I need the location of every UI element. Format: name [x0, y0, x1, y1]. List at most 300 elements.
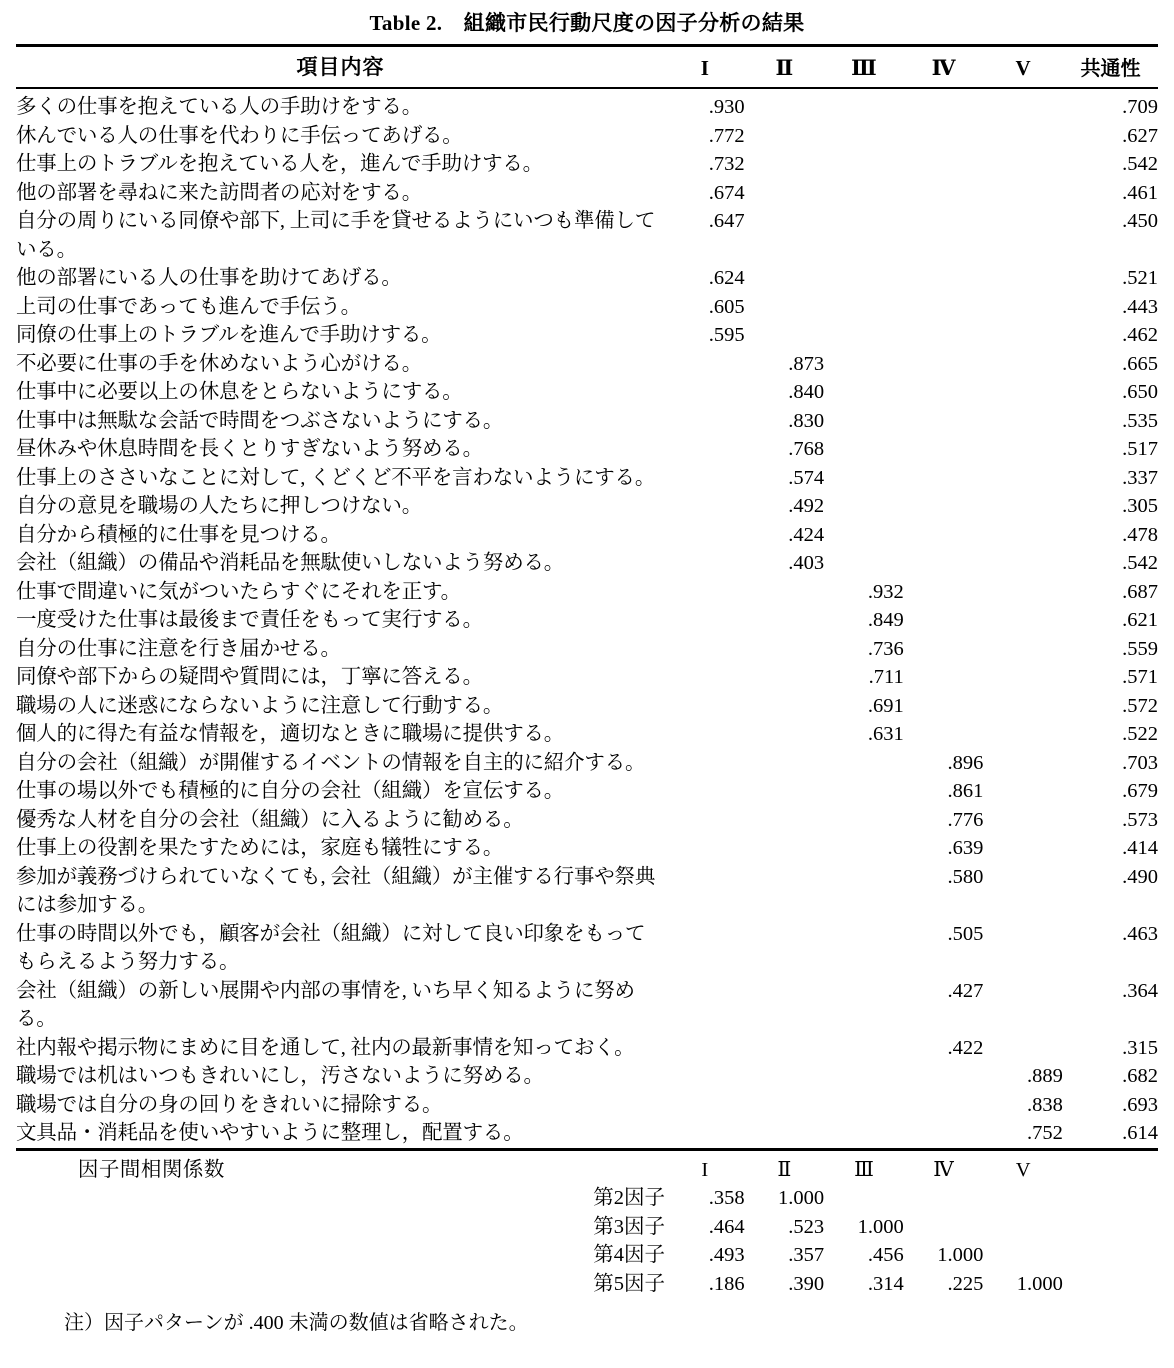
- correlation-row-label: 第2因子: [593, 1187, 666, 1209]
- correlation-spacer: [287, 1156, 665, 1185]
- table-row: [16, 435, 1158, 464]
- communality-value: .305: [1122, 495, 1158, 517]
- loading-f3: [824, 977, 904, 1034]
- correlation-header-3: Ⅲ: [854, 1158, 874, 1181]
- loading-f4: [904, 464, 984, 493]
- correlation-value: [983, 1184, 1063, 1213]
- loading-f1: [665, 549, 745, 578]
- item-text: 自分の仕事に注意を行き届かせる。: [16, 637, 341, 660]
- table-row: [16, 578, 1158, 607]
- loading-f4: [904, 1091, 984, 1120]
- correlation-row: [16, 1270, 1158, 1299]
- column-header-item: 項目内容: [296, 55, 385, 79]
- loading-f1: [665, 635, 745, 664]
- communality-value: .535: [1122, 409, 1158, 432]
- loading-f1: .605: [708, 295, 745, 318]
- loading-f1: .595: [708, 324, 745, 346]
- item-text: 個人的に得た有益な情報を，適切なときに職場に提供する。: [16, 723, 565, 745]
- loading-f1: .647: [708, 210, 745, 232]
- loading-f1: [665, 1034, 745, 1063]
- communality-value: .627: [1122, 124, 1158, 147]
- column-header-factor2: Ⅱ: [775, 56, 794, 80]
- loading-f3: [824, 549, 904, 578]
- correlation-value: [904, 1213, 984, 1242]
- loading-f3: [824, 806, 904, 835]
- loading-f1: [665, 749, 745, 778]
- loading-f4: [904, 720, 984, 749]
- loading-f5: [983, 863, 1063, 920]
- loading-f1: .772: [708, 124, 745, 147]
- item-text: 仕事中は無駄な会話で時間をつぶさないようにする。: [16, 409, 504, 432]
- communality-value: .571: [1122, 666, 1158, 688]
- loading-f1: .674: [708, 181, 745, 204]
- correlation-value: .464: [708, 1215, 745, 1238]
- communality-value: .443: [1122, 295, 1158, 318]
- loading-f2: [745, 1062, 825, 1091]
- item-text: 一度受けた仕事は最後まで責任をもって実行する。: [16, 609, 483, 631]
- item-text: 自分の周りにいる同僚や部下, 上司に手を貸せるようにいつも準備している。: [16, 210, 656, 261]
- loading-f3: [824, 378, 904, 407]
- correlation-value: 1.000: [857, 1215, 904, 1238]
- loading-f3: .849: [867, 609, 904, 631]
- item-text: 多くの仕事を抱えている人の手助けをする。: [16, 96, 422, 118]
- column-header-factor3: Ⅲ: [851, 56, 877, 80]
- loading-f1: [665, 407, 745, 436]
- loading-f1: [665, 663, 745, 692]
- item-text: 他の部署を尋ねに来た訪問者の応対をする。: [16, 181, 422, 204]
- loading-f2: [745, 293, 825, 322]
- item-text: 昼休みや休息時間を長くとりすぎないよう努める。: [16, 438, 483, 460]
- communality-value: .461: [1122, 181, 1158, 204]
- loading-f5: [983, 920, 1063, 977]
- communality-value: .709: [1122, 96, 1158, 118]
- correlation-header-1: I: [701, 1158, 709, 1181]
- table-row: [16, 350, 1158, 379]
- loading-f3: [824, 834, 904, 863]
- loading-f2: [745, 150, 825, 179]
- loading-f3: [824, 1119, 904, 1148]
- table-row: [16, 321, 1158, 350]
- table-row: [16, 606, 1158, 635]
- table-row: [16, 150, 1158, 179]
- loading-f2: [745, 749, 825, 778]
- loading-f2: .492: [788, 495, 825, 517]
- correlation-rows: [16, 1184, 1158, 1298]
- loading-f2: [745, 977, 825, 1034]
- loading-f4: [904, 635, 984, 664]
- item-text: 職場では机はいつもきれいにし，汚さないように努める。: [16, 1065, 544, 1087]
- correlation-body: [16, 1156, 1158, 1185]
- loading-f5: [983, 977, 1063, 1034]
- loading-f4: .580: [947, 865, 984, 888]
- table-row: [16, 407, 1158, 436]
- correlation-header-2: Ⅱ: [777, 1158, 792, 1181]
- communality-value: .521: [1122, 267, 1158, 289]
- loading-f3: [824, 1062, 904, 1091]
- table-row: [16, 977, 1158, 1034]
- loading-f1: [665, 350, 745, 379]
- loading-f4: [904, 378, 984, 407]
- loading-f5: [983, 492, 1063, 521]
- communality-value: .490: [1122, 865, 1158, 888]
- item-text: 他の部署にいる人の仕事を助けてあげる。: [16, 267, 402, 289]
- loading-f5: [983, 464, 1063, 493]
- loading-f4: .776: [947, 808, 984, 831]
- communality-value: .573: [1122, 808, 1158, 831]
- loading-f2: [745, 834, 825, 863]
- loading-f5: [983, 549, 1063, 578]
- item-text: 会社（組織）の備品や消耗品を無駄使いしないよう努める。: [16, 552, 565, 574]
- loading-f5: [983, 122, 1063, 151]
- item-text: 文具品・消耗品を使いやすいように整理し，配置する。: [16, 1122, 524, 1144]
- item-text: 仕事で間違いに気がついたらすぐにそれを正す。: [16, 580, 461, 603]
- column-header-factor5: V: [1015, 56, 1031, 80]
- correlation-value: .186: [708, 1272, 745, 1295]
- loading-f4: [904, 1119, 984, 1148]
- loading-f1: .732: [708, 153, 745, 175]
- loading-f3: [824, 492, 904, 521]
- correlation-row-label: 第4因子: [593, 1244, 666, 1266]
- table-row: [16, 1119, 1158, 1148]
- loading-f2: [745, 635, 825, 664]
- factor-analysis-body: [16, 93, 1158, 1148]
- loading-f3: [824, 1034, 904, 1063]
- loading-f4: [904, 150, 984, 179]
- loading-f2: [745, 1091, 825, 1120]
- loading-f5: [983, 806, 1063, 835]
- table-row: [16, 635, 1158, 664]
- loading-f3: .736: [867, 637, 904, 660]
- factor-analysis-table: [16, 47, 1158, 87]
- factor-correlation-table: [16, 1156, 1158, 1299]
- loading-f2: [745, 207, 825, 264]
- loading-f5: [983, 777, 1063, 806]
- loading-f5: [983, 150, 1063, 179]
- item-text: 優秀な人材を自分の会社（組織）に入るように勧める。: [16, 808, 524, 831]
- correlation-row-pad: [16, 1184, 287, 1213]
- loading-f4: [904, 122, 984, 151]
- correlation-row-tail: [1063, 1270, 1158, 1299]
- correlation-value: 1.000: [1016, 1272, 1063, 1295]
- loading-f4: [904, 207, 984, 264]
- loading-f1: [665, 777, 745, 806]
- communality-value: .462: [1122, 324, 1158, 346]
- table-row: [16, 692, 1158, 721]
- communality-value: .703: [1122, 751, 1158, 774]
- loading-f2: .768: [788, 438, 825, 460]
- correlation-value: .314: [867, 1272, 904, 1295]
- correlation-value: .456: [867, 1244, 904, 1266]
- loading-f2: .424: [788, 523, 825, 546]
- loading-f3: [824, 920, 904, 977]
- loading-f4: [904, 264, 984, 293]
- loading-f4: .861: [947, 780, 984, 802]
- correlation-value: .523: [788, 1215, 825, 1238]
- loading-f3: [824, 521, 904, 550]
- correlation-caption: 因子間相関係数: [77, 1158, 225, 1181]
- item-text: 職場の人に迷惑にならないように注意して行動する。: [16, 694, 504, 717]
- loading-f2: .574: [788, 466, 825, 489]
- communality-value: .614: [1122, 1122, 1158, 1144]
- loading-f5: [983, 692, 1063, 721]
- loading-f5: [983, 179, 1063, 208]
- correlation-trailing-spacer: [1063, 1156, 1158, 1185]
- loading-f3: [824, 93, 904, 122]
- communality-value: .315: [1122, 1036, 1158, 1059]
- loading-f3: [824, 350, 904, 379]
- loading-f5: .838: [1027, 1093, 1063, 1116]
- loading-f1: [665, 435, 745, 464]
- table-row: [16, 834, 1158, 863]
- communality-value: .364: [1122, 979, 1158, 1002]
- loading-f1: [665, 578, 745, 607]
- table-row: [16, 378, 1158, 407]
- correlation-row: [16, 1184, 1158, 1213]
- loading-f3: [824, 122, 904, 151]
- item-text: 不必要に仕事の手を休めないよう心がける。: [16, 352, 422, 375]
- table-row: [16, 1091, 1158, 1120]
- loading-f5: .752: [1027, 1122, 1063, 1144]
- loading-f5: [983, 407, 1063, 436]
- loading-f5: [983, 321, 1063, 350]
- item-text: 仕事の時間以外でも，顧客が会社（組織）に対して良い印象をもってもらえるよう努力する。: [16, 922, 646, 973]
- table-row: [16, 720, 1158, 749]
- loading-f5: [983, 435, 1063, 464]
- correlation-row-tail: [1063, 1241, 1158, 1270]
- correlation-value: .225: [947, 1272, 984, 1295]
- loading-f2: [745, 606, 825, 635]
- table-row: [16, 179, 1158, 208]
- loading-f4: [904, 606, 984, 635]
- communality-value: .559: [1122, 637, 1158, 660]
- item-text: 参加が義務づけられていなくても, 会社（組織）が主催する行事や祭典には参加する。: [16, 865, 656, 916]
- loading-f1: [665, 692, 745, 721]
- loading-f1: [665, 1062, 745, 1091]
- communality-value: .572: [1122, 694, 1158, 717]
- table-row: [16, 122, 1158, 151]
- loading-f3: .711: [868, 666, 904, 688]
- loading-f3: [824, 150, 904, 179]
- loading-f5: .889: [1027, 1065, 1063, 1087]
- loading-f4: [904, 663, 984, 692]
- loading-f2: [745, 1119, 825, 1148]
- correlation-row-pad: [16, 1213, 287, 1242]
- correlation-value: 1.000: [778, 1187, 825, 1209]
- loading-f1: [665, 806, 745, 835]
- loading-f3: [824, 749, 904, 778]
- loading-f2: [745, 663, 825, 692]
- loading-f2: [745, 863, 825, 920]
- loading-f5: [983, 378, 1063, 407]
- loading-f5: [983, 264, 1063, 293]
- communality-value: .665: [1122, 352, 1158, 375]
- loading-f2: [745, 1034, 825, 1063]
- correlation-value: .493: [708, 1244, 745, 1266]
- communality-value: .542: [1122, 153, 1158, 175]
- loading-f3: [824, 179, 904, 208]
- loading-f2: .403: [788, 552, 825, 574]
- loading-f1: [665, 977, 745, 1034]
- loading-f2: [745, 692, 825, 721]
- correlation-row-tail: [1063, 1213, 1158, 1242]
- loading-f5: [983, 720, 1063, 749]
- loading-f1: [665, 492, 745, 521]
- item-text: 休んでいる人の仕事を代わりに手伝ってあげる。: [16, 124, 463, 147]
- loading-f4: .639: [947, 837, 984, 859]
- correlation-row: [16, 1241, 1158, 1270]
- loading-f4: .427: [947, 979, 984, 1002]
- loading-f5: [983, 749, 1063, 778]
- table-row: [16, 806, 1158, 835]
- table-row: [16, 464, 1158, 493]
- communality-value: .478: [1122, 523, 1158, 546]
- loading-f3: [824, 863, 904, 920]
- item-text: 自分から積極的に仕事を見つける。: [16, 523, 341, 546]
- loading-f3: [824, 777, 904, 806]
- loading-f4: .422: [947, 1036, 984, 1059]
- correlation-row-label: 第5因子: [593, 1272, 666, 1295]
- item-text: 仕事上のトラブルを抱えている人を，進んで手助けする。: [16, 153, 543, 175]
- loading-f4: .505: [947, 922, 984, 945]
- loading-f4: [904, 321, 984, 350]
- loading-f2: [745, 264, 825, 293]
- table-footnote: 注）因子パターンが .400 未満の数値は省略された。: [64, 1312, 529, 1334]
- correlation-value: [983, 1213, 1063, 1242]
- loading-f2: [745, 321, 825, 350]
- loading-f5: [983, 521, 1063, 550]
- table-row: [16, 264, 1158, 293]
- item-text: 仕事上のささいなことに対して, くどくど不平を言わないようにする。: [16, 466, 656, 489]
- column-header-communality: 共通性: [1080, 58, 1141, 80]
- loading-f4: [904, 578, 984, 607]
- loading-f5: [983, 663, 1063, 692]
- loading-f1: [665, 378, 745, 407]
- column-header-factor1: I: [700, 56, 709, 80]
- correlation-row-pad: [16, 1241, 287, 1270]
- item-text: 会社（組織）の新しい展開や内部の事情を, いち早く知るように努める。: [16, 979, 635, 1030]
- loading-f2: [745, 122, 825, 151]
- communality-value: .682: [1122, 1065, 1158, 1087]
- loading-f3: [824, 435, 904, 464]
- communality-value: .693: [1122, 1093, 1158, 1116]
- correlation-value: [904, 1184, 984, 1213]
- item-text: 上司の仕事であっても進んで手伝う。: [16, 295, 361, 318]
- loading-f4: [904, 93, 984, 122]
- loading-f1: .624: [708, 267, 745, 289]
- loading-f5: [983, 606, 1063, 635]
- loading-f4: [904, 521, 984, 550]
- communality-value: .414: [1122, 837, 1158, 859]
- loading-f3: [824, 1091, 904, 1120]
- loading-f4: [904, 492, 984, 521]
- communality-value: .522: [1122, 723, 1158, 745]
- table-row: [16, 93, 1158, 122]
- loading-f2: [745, 920, 825, 977]
- table-row: [16, 777, 1158, 806]
- loading-f5: [983, 207, 1063, 264]
- loading-f4: [904, 549, 984, 578]
- communality-value: .650: [1122, 381, 1158, 403]
- loading-f1: [665, 863, 745, 920]
- item-text: 社内報や掲示物にまめに目を通して, 社内の最新事情を知っておく。: [16, 1036, 635, 1059]
- correlation-value: .357: [788, 1244, 825, 1266]
- loading-f2: [745, 777, 825, 806]
- communality-value: .621: [1122, 609, 1158, 631]
- correlation-value: .358: [708, 1187, 745, 1209]
- loading-f1: [665, 920, 745, 977]
- loading-f3: [824, 264, 904, 293]
- loading-f3: .631: [867, 723, 904, 745]
- loading-f2: [745, 179, 825, 208]
- correlation-block: [16, 1151, 1158, 1299]
- loading-f5: [983, 578, 1063, 607]
- loading-f1: [665, 1091, 745, 1120]
- loading-f4: .896: [947, 751, 984, 774]
- communality-value: .517: [1122, 438, 1158, 460]
- communality-value: .463: [1122, 922, 1158, 945]
- page-title: Table 2. 組織市民行動尺度の因子分析の結果: [369, 11, 805, 35]
- correlation-row: [16, 1213, 1158, 1242]
- loading-f1: [665, 464, 745, 493]
- loading-f3: [824, 293, 904, 322]
- loading-f5: [983, 1034, 1063, 1063]
- loading-f3: [824, 464, 904, 493]
- loading-f5: [983, 635, 1063, 664]
- loading-f1: .930: [708, 96, 745, 118]
- table-row: [16, 663, 1158, 692]
- loading-f5: [983, 834, 1063, 863]
- loading-f2: [745, 93, 825, 122]
- correlation-row-tail: [1063, 1184, 1158, 1213]
- loading-f1: [665, 521, 745, 550]
- item-text: 仕事中に必要以上の休息をとらないようにする。: [16, 381, 463, 403]
- table-row: [16, 293, 1158, 322]
- loading-f1: [665, 720, 745, 749]
- header-row: [16, 47, 1158, 87]
- table-row: [16, 1034, 1158, 1063]
- correlation-header-5: V: [1015, 1158, 1031, 1181]
- loading-f2: .873: [788, 352, 825, 375]
- loading-f5: [983, 350, 1063, 379]
- item-text: 仕事上の役割を果たすためには，家庭も犠牲にする。: [16, 837, 504, 859]
- loading-f3: [824, 407, 904, 436]
- table-row: [16, 492, 1158, 521]
- correlation-row-label: 第3因子: [593, 1215, 666, 1238]
- loading-f1: [665, 834, 745, 863]
- loading-f3: .932: [867, 580, 904, 603]
- table-body: [16, 93, 1158, 1148]
- communality-value: .687: [1122, 580, 1158, 603]
- loading-f3: [824, 207, 904, 264]
- loading-f5: [983, 93, 1063, 122]
- loading-f3: [824, 321, 904, 350]
- correlation-value: [824, 1184, 904, 1213]
- table-row: [16, 920, 1158, 977]
- correlation-header-row: [16, 1156, 1158, 1185]
- loading-f2: .830: [788, 409, 825, 432]
- item-text: 同僚の仕事上のトラブルを進んで手助けする。: [16, 324, 442, 346]
- loading-f4: [904, 179, 984, 208]
- item-text: 仕事の場以外でも積極的に自分の会社（組織）を宣伝する。: [16, 780, 565, 802]
- table-row: [16, 521, 1158, 550]
- correlation-value: [983, 1241, 1063, 1270]
- loading-f1: [665, 606, 745, 635]
- item-text: 同僚や部下からの疑問や質問には，丁寧に答える。: [16, 666, 483, 688]
- correlation-value: 1.000: [937, 1244, 984, 1266]
- loading-f4: [904, 350, 984, 379]
- loading-f5: [983, 293, 1063, 322]
- correlation-row-pad: [16, 1270, 287, 1299]
